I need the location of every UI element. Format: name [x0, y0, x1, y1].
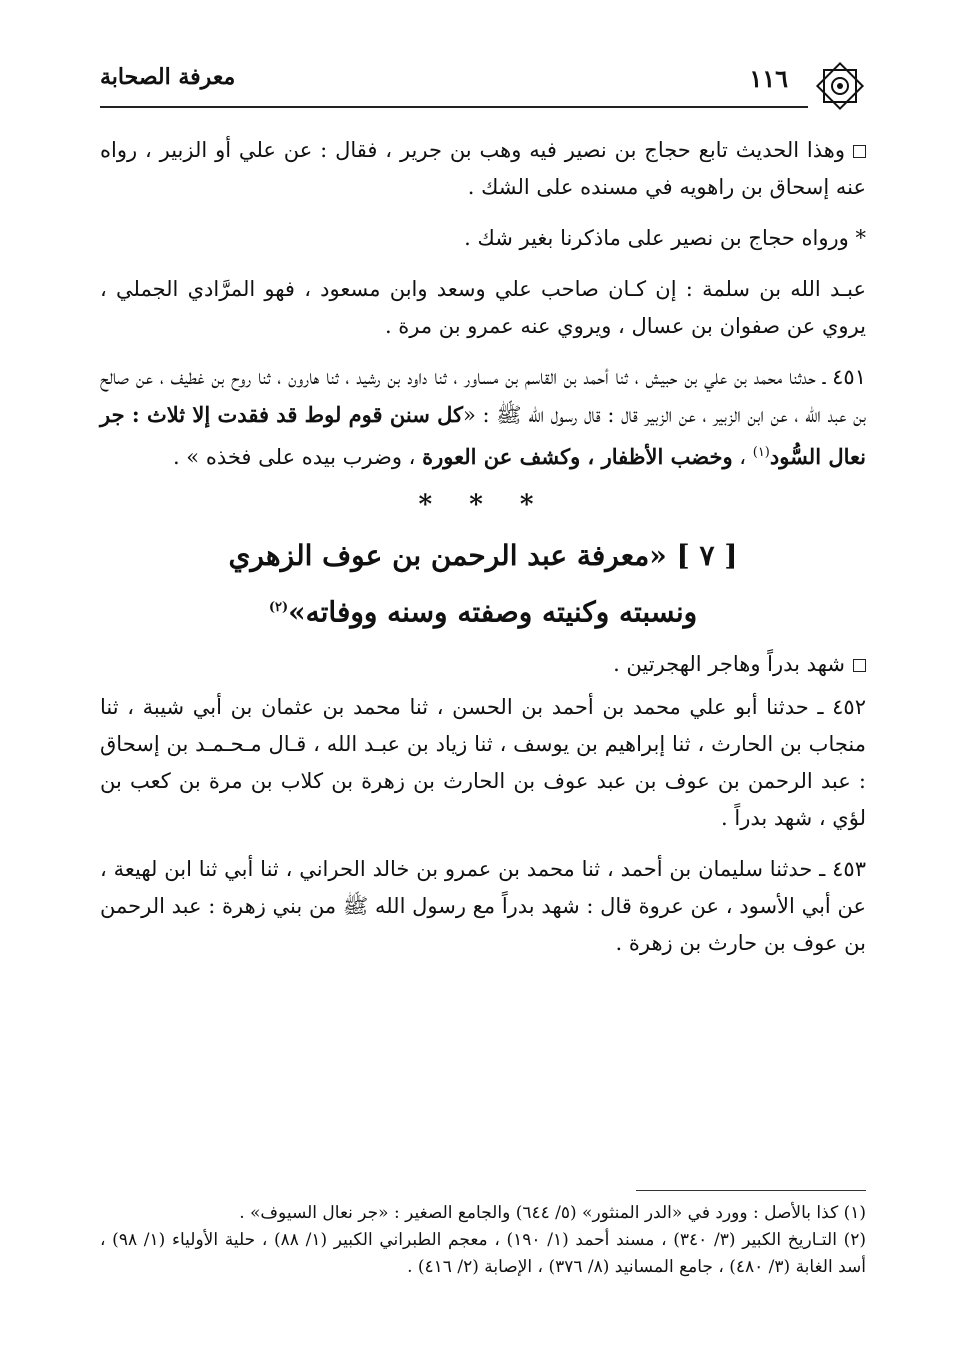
chapter-title-text: ونسبته وكنيته وصفته وسنه ووفاته»: [288, 595, 698, 629]
footnotes: [100, 1200, 866, 1281]
hadith-451: [100, 359, 866, 476]
page-header: [100, 60, 866, 110]
square-bullet-icon: [853, 659, 866, 672]
page-number: ١١٦: [749, 64, 788, 93]
star-ornament-icon: [814, 60, 866, 112]
header-rule: [100, 106, 808, 108]
paragraph-star-note: * ورواه حجاج بن نصير على ماذكرنا بغير شك .: [464, 226, 866, 250]
section-separator: * * *: [418, 490, 548, 520]
running-title: معرفة الصحابة: [100, 64, 236, 90]
footnote-1: (١) كذا بالأصل : وورد في «الدر المنثور» (٥/ ٦٤٤) والجامع الصغير : «جر نعال السيوف» .: [239, 1203, 866, 1223]
hadith-453: ٤٥٣ ـ حدثنا سليمان بن أحمد ، ثنا محمد بن عمرو بن خالد الحراني ، ثنا أبي ثنا ابن لهيعة ، عن أبي الأسود ، عن عروة قال : شهد بدراً مع رسول الله ﷺ من بني زهرة : عبد الرحمن بن عوف بن حارث بن زهرة .: [100, 857, 866, 956]
hadith-tail: ، وضرب بيده على فخذه » .: [172, 445, 423, 469]
footnote-2: (٢) التـاريخ الكبير (٣/ ٣٤٠) ، مسند أحمد (١/ ١٩٠) ، معجم الطبراني الكبير (١/ ٨٨) ، حلية الأولياء (١/ ٩٨) ، أسد الغابة (٣/ ٤٨٠) ، جامع المسانيد (٨/ ٣٧٦) ، الإصابة (٢/ ٤١٦) .: [100, 1230, 867, 1277]
paragraph-narrator: عبـد الله بن سلمة : إن كـان صاحب علي وسعد وابن مسعود ، فهو المرَّادي الجملي ، يروي عن صفوان بن عسال ، ويروي عنه عمرو بن مرة .: [100, 277, 866, 338]
square-bullet-icon: [853, 145, 866, 158]
hadith-lead: ٤٥١ ـ حدثنا محمد بن علي بن حبيش ، ثنا أحمد بن القاسم بن مساور ، ثنا داود بن رشيد ، ثنا هارون ، ثنا روح بن غطيف ، عن صالح بن عبد الله ، عن ابن الزبير ، عن الزبير قال : قال رسول الله ﷺ : «: [100, 365, 867, 427]
hadith-quote-1: كل سنن قوم لوط قد فقدت إلا ثلاث : جر نعال السُّود: [100, 402, 866, 469]
chapter-title-line-1: [ ٧ ] «معرفة عبد الرحمن بن عوف الزهري: [228, 539, 738, 572]
chapter-title-line-2: [100, 582, 866, 638]
hadith-sep: ،: [732, 445, 753, 469]
page: [100, 40, 866, 1330]
footnote-ref-1: (١): [752, 445, 770, 460]
paragraph-note: [100, 132, 866, 206]
hadith-452: ٤٥٢ ـ حدثنا أبو علي محمد بن أحمد بن الحسن ، ثنا محمد بن عثمان بن أبي شيبة ، ثنا منجاب بن الحارث ، ثنا إبراهيم بن يوسف ، ثنا زياد بن عبـد الله ، قـال مـحـمـد بن إسحاق : عبد الرحمن بن عوف بن عبد عوف بن الحارث بن زهرة بن كلاب بن مرة بن كعب بن لؤي ، شهد بدراً .: [100, 695, 866, 831]
paragraph-text: وهذا الحديث تابع حجاج بن نصير فيه وهب بن جرير ، فقال : عن علي أو الزبير ، رواه عنه إسحاق بن راهويه في مسنده على الشك .: [100, 138, 866, 199]
footnote-rule: [636, 1190, 866, 1191]
paragraph-text: شهد بدراً وهاجر الهجرتين .: [613, 652, 845, 677]
paragraph-badr: [100, 646, 866, 683]
body-text: [100, 132, 866, 976]
hadith-quote-2: وخضب الأظفار ، وكشف عن العورة: [422, 444, 733, 469]
footnote-ref-2: (٢): [268, 600, 289, 615]
